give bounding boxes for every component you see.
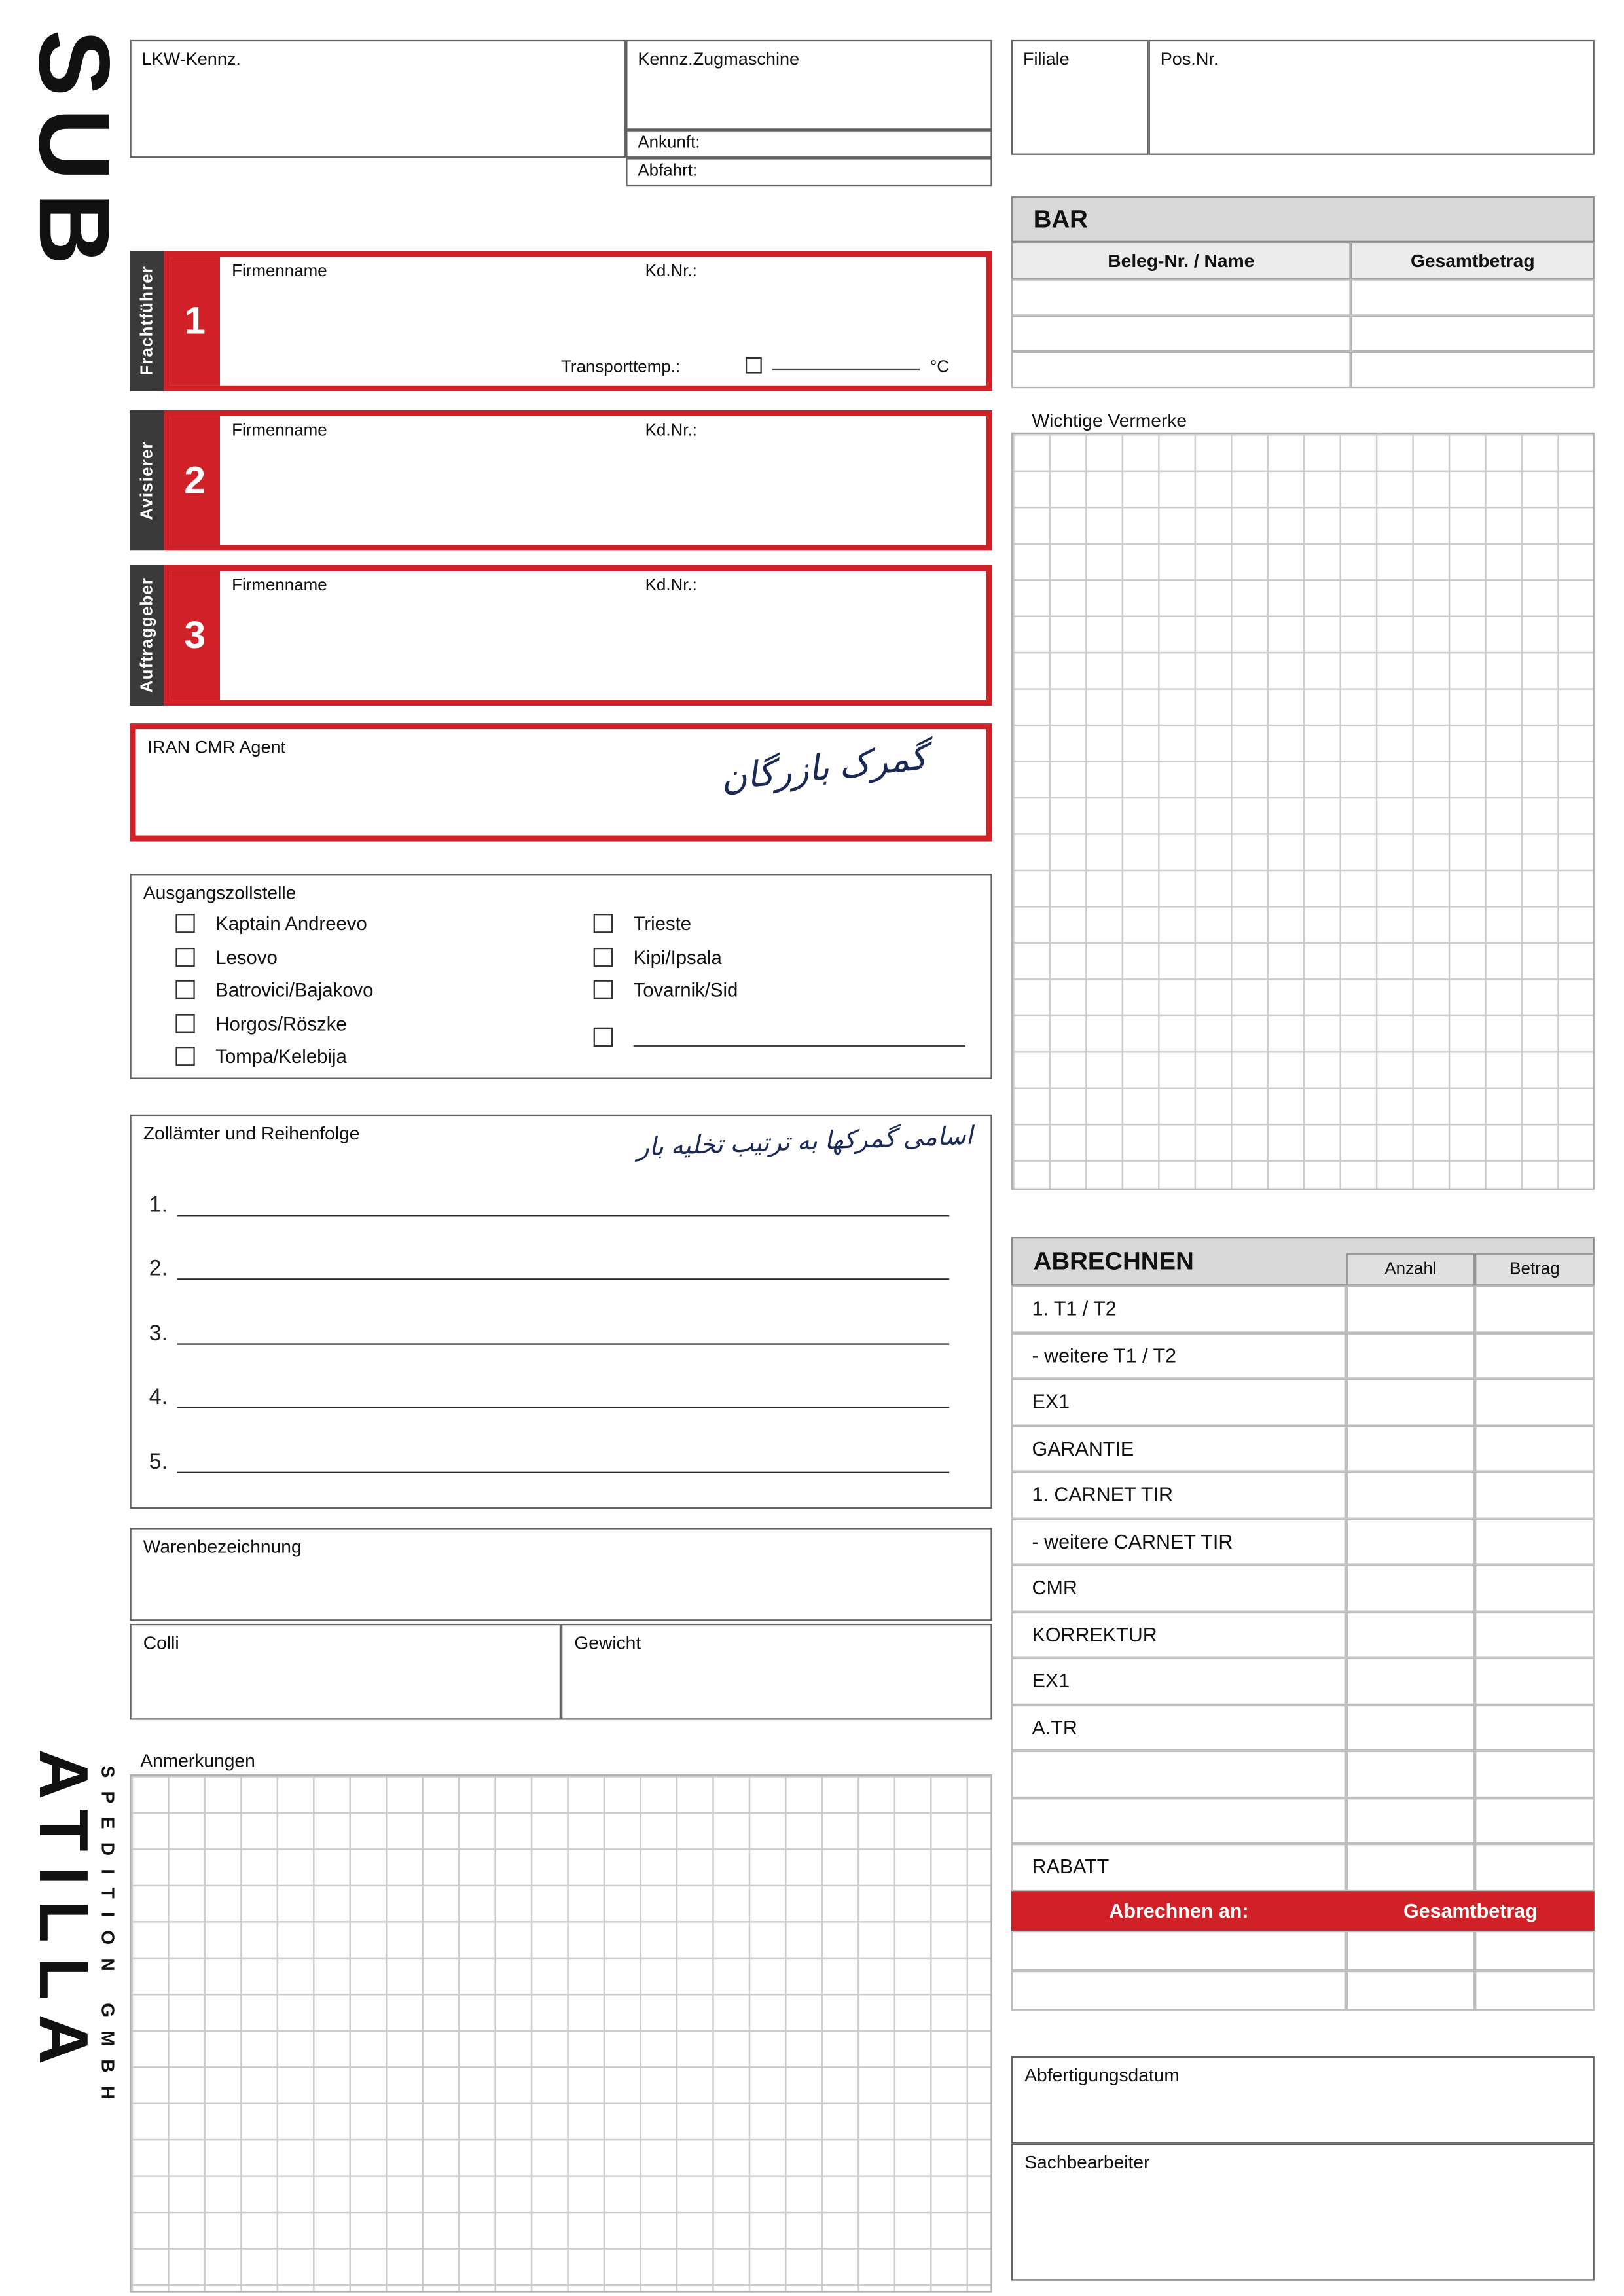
abrechnen-total-row-2 <box>1011 1970 1595 2010</box>
transporttemp-line[interactable] <box>772 369 920 370</box>
anzahl-cell[interactable] <box>1346 1518 1475 1565</box>
anzahl-cell[interactable] <box>1346 1426 1475 1472</box>
abrechnen-row-cmr <box>1011 1565 1595 1611</box>
bar-col-beleg: Beleg-Nr. / Name <box>1011 242 1351 279</box>
frachtfuehrer-strip <box>130 251 164 391</box>
gewicht-label: Gewicht <box>574 1632 641 1654</box>
row-label <box>1011 1797 1346 1844</box>
sachbearbeiter-label: Sachbearbeiter <box>1024 2152 1150 2173</box>
checkbox-other-zollstelle[interactable] <box>594 1028 613 1047</box>
betrag-cell[interactable] <box>1475 1565 1595 1611</box>
vermerke-label: Wichtige Vermerke <box>1032 410 1187 431</box>
row-label: - weitere CARNET TIR <box>1011 1518 1346 1565</box>
zollamt-num-5: 5. <box>149 1449 168 1475</box>
auftraggeber-fields[interactable] <box>220 571 986 700</box>
party-section-frachtfuehrer <box>130 251 992 391</box>
party-number-3-text: 3 <box>184 612 206 657</box>
abrechnen-row-korrektur <box>1011 1611 1595 1658</box>
party-section-avisierer <box>130 410 992 550</box>
abrechnen-row-atr <box>1011 1704 1595 1751</box>
abrechnen-row-garantie <box>1011 1426 1595 1472</box>
anmerkungen-grid[interactable] <box>130 1774 992 2293</box>
kdnr-label-2: Kd.Nr.: <box>645 422 697 440</box>
bar-row <box>1011 315 1595 352</box>
bar-cell-name-3[interactable] <box>1011 352 1351 389</box>
abrechnen-footer <box>1011 1890 1595 1930</box>
firmenname-label-3: Firmenname <box>232 577 327 595</box>
total-anzahl-cell[interactable] <box>1346 1930 1475 1970</box>
zollamt-num-3: 3. <box>149 1321 168 1346</box>
betrag-cell[interactable] <box>1475 1379 1595 1426</box>
abrechnen-row-empty-2 <box>1011 1797 1595 1844</box>
logo-sub: SUB <box>18 29 130 278</box>
bar-col-gesamtbetrag: Gesamtbetrag <box>1351 242 1595 279</box>
betrag-cell[interactable] <box>1475 1658 1595 1704</box>
abfahrt-label: Abfahrt: <box>638 162 698 181</box>
zollaemter-box[interactable] <box>130 1115 992 1509</box>
row-label: CMR <box>1011 1565 1346 1611</box>
bar-title: BAR <box>1033 204 1088 233</box>
betrag-cell[interactable] <box>1475 1751 1595 1797</box>
celsius-label: °C <box>929 359 950 377</box>
abrechnen-row-carnet-tir <box>1011 1472 1595 1518</box>
abrechnen-title: ABRECHNEN <box>1033 1246 1194 1275</box>
ankunft-label: Ankunft: <box>638 134 700 152</box>
bar-cell-total-1[interactable] <box>1351 279 1595 315</box>
total-label-cell[interactable] <box>1011 1930 1346 1970</box>
anzahl-cell[interactable] <box>1346 1472 1475 1518</box>
filiale-label: Filiale <box>1022 48 1070 70</box>
party-number-2 <box>170 416 220 545</box>
abrechnen-row-t1t2 <box>1011 1285 1595 1332</box>
iran-handwriting: گمرک بازرگان <box>718 738 929 799</box>
row-label <box>1011 1751 1346 1797</box>
anzahl-cell[interactable] <box>1346 1844 1475 1890</box>
bar-cell-name-2[interactable] <box>1011 315 1351 352</box>
anzahl-cell[interactable] <box>1346 1332 1475 1378</box>
abfertigungsdatum-label: Abfertigungsdatum <box>1024 2065 1180 2086</box>
party-number-1 <box>170 257 220 385</box>
frachtfuehrer-role-label: Frachtführer <box>137 266 156 376</box>
abrechnen-row-ex1 <box>1011 1379 1595 1426</box>
anzahl-cell[interactable] <box>1346 1751 1475 1797</box>
lkw-kennz-label: LKW-Kennz. <box>141 48 241 70</box>
colli-field[interactable] <box>130 1624 561 1720</box>
bar-column-headers <box>1011 242 1595 279</box>
betrag-cell[interactable] <box>1475 1844 1595 1890</box>
betrag-cell[interactable] <box>1475 1704 1595 1751</box>
firmenname-label-1: Firmenname <box>232 262 327 281</box>
label-batrovici-bajakovo: Batrovici/Bajakovo <box>215 978 374 1001</box>
anzahl-cell[interactable] <box>1346 1704 1475 1751</box>
abrechnen-row-empty-1 <box>1011 1751 1595 1797</box>
kdnr-label-1: Kd.Nr.: <box>645 262 697 281</box>
total-label-cell[interactable] <box>1011 1970 1346 2010</box>
zollamt-line-5[interactable] <box>149 1441 949 1473</box>
auftraggeber-role-label: Auftraggeber <box>137 577 156 694</box>
betrag-cell[interactable] <box>1475 1518 1595 1565</box>
checkbox-kipi-ipsala[interactable] <box>594 948 613 967</box>
anzahl-cell[interactable] <box>1346 1285 1475 1332</box>
abfertigungsdatum-field[interactable] <box>1011 2056 1595 2144</box>
betrag-cell[interactable] <box>1475 1285 1595 1332</box>
row-label: - weitere T1 / T2 <box>1011 1332 1346 1378</box>
zollamt-line-2[interactable] <box>149 1247 949 1280</box>
anzahl-cell[interactable] <box>1346 1379 1475 1426</box>
frachtfuehrer-fields[interactable] <box>220 257 986 385</box>
abrechnen-an-label: Abrechnen an: <box>1109 1899 1249 1922</box>
checkbox-trieste[interactable] <box>594 914 613 933</box>
bar-row <box>1011 352 1595 389</box>
checkbox-tovarnik-sid[interactable] <box>594 980 613 999</box>
transporttemp-label: Transporttemp.: <box>561 359 681 377</box>
avisierer-role-label: Avisierer <box>137 441 156 520</box>
zollamt-line-3[interactable] <box>149 1312 949 1345</box>
anzahl-cell[interactable] <box>1346 1797 1475 1844</box>
party-section-auftraggeber <box>130 565 992 706</box>
zollaemter-handwriting: اسامی گمرکها به ترتیب تخلیه بار <box>636 1121 973 1162</box>
sachbearbeiter-field[interactable] <box>1011 2144 1595 2281</box>
gewicht-field[interactable] <box>561 1624 992 1720</box>
label-horgos-roeszke: Horgos/Röszke <box>215 1013 347 1035</box>
row-label: 1. CARNET TIR <box>1011 1472 1346 1518</box>
zollamt-num-4: 4. <box>149 1384 168 1410</box>
iran-cmr-agent-field[interactable] <box>130 723 992 841</box>
checkbox-kaptain-andreevo[interactable] <box>175 914 194 933</box>
bar-cell-name-1[interactable] <box>1011 279 1351 315</box>
checkbox-horgos-roeszke[interactable] <box>175 1014 194 1033</box>
abrechnen-row-rabatt <box>1011 1844 1595 1890</box>
abrechnen-col-anzahl: Anzahl <box>1346 1253 1475 1286</box>
abrechnen-row-weitere-carnet-tir <box>1011 1518 1595 1565</box>
row-label: EX1 <box>1011 1658 1346 1704</box>
zollamt-line-1[interactable] <box>149 1184 949 1217</box>
ausgangszollstelle-label: Ausgangszollstelle <box>143 882 297 904</box>
label-tompa-kelebija: Tompa/Kelebija <box>215 1045 347 1067</box>
row-label: RABATT <box>1011 1844 1346 1890</box>
total-betrag-cell[interactable] <box>1475 1930 1595 1970</box>
abrechnen-row-ex1b <box>1011 1658 1595 1704</box>
anzahl-cell[interactable] <box>1346 1658 1475 1704</box>
anmerkungen-label: Anmerkungen <box>140 1750 255 1772</box>
avisierer-strip <box>130 410 164 550</box>
label-lesovo: Lesovo <box>215 946 278 969</box>
total-anzahl-cell[interactable] <box>1346 1970 1475 2010</box>
zollamt-line-4[interactable] <box>149 1376 949 1408</box>
anzahl-cell[interactable] <box>1346 1565 1475 1611</box>
kdnr-label-3: Kd.Nr.: <box>645 577 697 595</box>
row-label: GARANTIE <box>1011 1426 1346 1472</box>
logo-atilla: ATILLA <box>25 1749 103 2079</box>
colli-label: Colli <box>143 1632 179 1654</box>
betrag-cell[interactable] <box>1475 1332 1595 1378</box>
firmenname-label-2: Firmenname <box>232 422 327 440</box>
label-trieste: Trieste <box>633 912 692 935</box>
abrechnen-row-weitere-t1t2 <box>1011 1332 1595 1378</box>
row-label: EX1 <box>1011 1379 1346 1426</box>
betrag-cell[interactable] <box>1475 1472 1595 1518</box>
row-label: A.TR <box>1011 1704 1346 1751</box>
party-number-3 <box>170 571 220 700</box>
transporttemp-checkbox[interactable] <box>746 357 762 374</box>
bar-row <box>1011 279 1595 315</box>
abrechnen-total-row-1 <box>1011 1930 1595 1970</box>
label-tovarnik-sid: Tovarnik/Sid <box>633 978 738 1001</box>
posnr-label: Pos.Nr. <box>1160 48 1219 70</box>
row-label: 1. T1 / T2 <box>1011 1285 1346 1332</box>
total-betrag-cell[interactable] <box>1475 1970 1595 2010</box>
label-kipi-ipsala: Kipi/Ipsala <box>633 946 722 969</box>
abrechnen-col-betrag: Betrag <box>1475 1253 1595 1286</box>
zugmaschine-label: Kennz.Zugmaschine <box>638 48 800 70</box>
anzahl-cell[interactable] <box>1346 1611 1475 1658</box>
betrag-cell[interactable] <box>1475 1797 1595 1844</box>
bar-cell-total-2[interactable] <box>1351 315 1595 352</box>
ausgangszollstelle-box <box>130 874 992 1079</box>
row-label: KORREKTUR <box>1011 1611 1346 1658</box>
bar-cell-total-3[interactable] <box>1351 352 1595 389</box>
label-kaptain-andreevo: Kaptain Andreevo <box>215 912 367 935</box>
warenbezeichnung-field[interactable] <box>130 1528 992 1621</box>
vermerke-grid[interactable] <box>1011 433 1595 1190</box>
checkbox-lesovo[interactable] <box>175 948 194 967</box>
checkbox-batrovici-bajakovo[interactable] <box>175 980 194 999</box>
avisierer-fields[interactable] <box>220 416 986 545</box>
party-number-1-text: 1 <box>184 298 206 343</box>
zollamt-num-2: 2. <box>149 1256 168 1282</box>
auftraggeber-strip <box>130 565 164 706</box>
checkbox-tompa-kelebija[interactable] <box>175 1047 194 1066</box>
gesamtbetrag-label: Gesamtbetrag <box>1403 1899 1538 1922</box>
betrag-cell[interactable] <box>1475 1426 1595 1472</box>
betrag-cell[interactable] <box>1475 1611 1595 1658</box>
zollaemter-label: Zollämter und Reihenfolge <box>143 1123 360 1144</box>
zollamt-num-1: 1. <box>149 1193 168 1218</box>
party-number-2-text: 2 <box>184 457 206 502</box>
iran-cmr-agent-label: IRAN CMR Agent <box>147 736 286 758</box>
warenbezeichnung-label: Warenbezeichnung <box>143 1536 302 1558</box>
other-zollstelle-line[interactable] <box>634 1024 965 1047</box>
bar-section-header <box>1011 196 1595 242</box>
logo-spedition-gmbh: SPEDITION GMBH <box>97 1765 118 2113</box>
